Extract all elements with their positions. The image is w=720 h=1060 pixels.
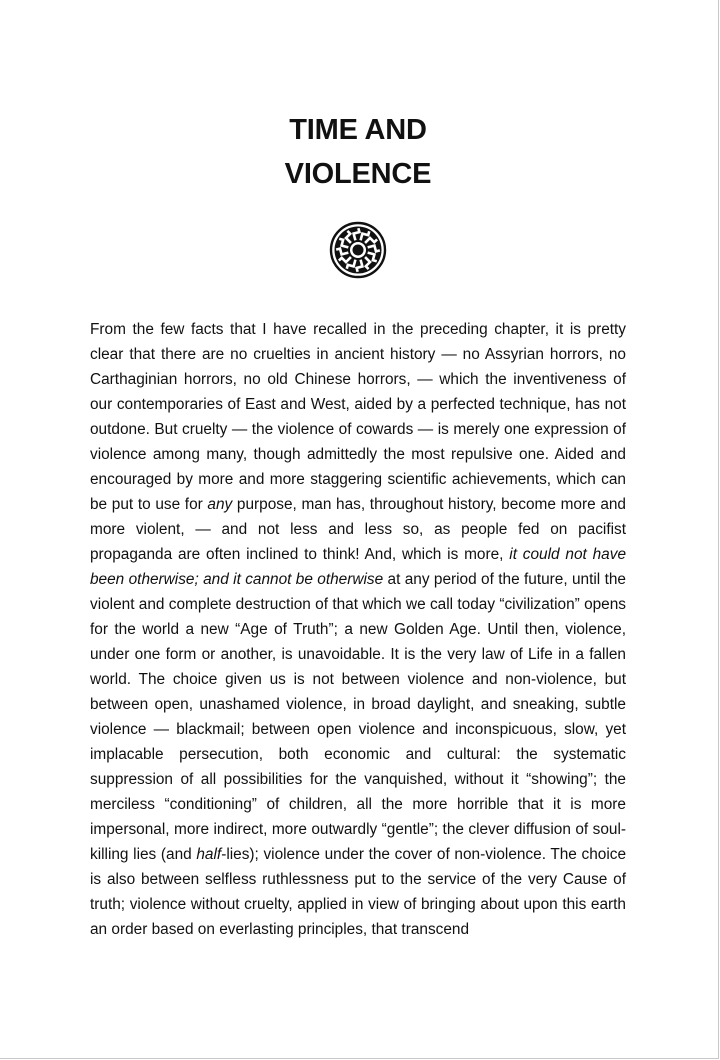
text-run: at any period of the future, until the violent and complete destruction of that which we call today “civilization” opens for the world a new “Age of Truth”; a new Golden Age. Until then, violence, under one form or another, is unavoidable. It is the very law of Life in a fallen world. The choice given us is not between violence and non-violence, but between open, unashamed violence, in broad daylight, and sneaking, subtle violence — blackmail; between open violence and inconspicuous, slow, yet implacable persecution, both economic and cultural: the systematic suppression of all possibilities for the vanquished, without it “showing”; the merciless “conditioning” of children, all the more horrible that it is more impersonal, more indirect, more outwardly “gentle”; the clever diffusion of soul-killing lies (and bbox=[90, 571, 626, 863]
black-sun-icon bbox=[328, 220, 388, 280]
italic-run: any bbox=[207, 496, 233, 513]
text-run: -lies); violence under the cover of non-violence. The choice is also between selfless ruthlessness put to the service of the very Cause of truth; violence without cruelty, applied in view of bringing about upon this earth an order based on everlasting principles, that transcend bbox=[90, 846, 627, 938]
chapter-title bbox=[0, 108, 716, 196]
body-paragraph bbox=[90, 317, 626, 942]
chapter-title-line-2: VIOLENCE bbox=[284, 158, 432, 190]
emblem-center bbox=[353, 245, 364, 256]
black-sun-emblem bbox=[328, 220, 388, 280]
italic-run: half bbox=[196, 846, 222, 863]
chapter-title-line-1: TIME AND bbox=[289, 114, 427, 146]
italic-run: it could not have been otherwise; and it cannot be otherwise bbox=[90, 546, 627, 588]
text-run: From the few facts that I have recalled in the preceding chapter, it is pretty clear that there are no cruelties in ancient history — no Assyrian horrors, no Carthaginian horrors, no old Chinese horrors, — which the inventiveness of our contemporaries of East and West, aided by a perfected technique, has not outdone. But cruelty — the violence of cowards — is merely one expression of violence among many, though admittedly the most repulsive one. Aided and encouraged by more and more staggering scientific achievements, which can be put to use for bbox=[90, 321, 626, 513]
chapter-body bbox=[90, 317, 626, 942]
text-run: purpose, man has, throughout history, become more and more violent, — and not less and less so, as people fed on pacifist propaganda are often inclined to think! And, which is more, bbox=[90, 496, 626, 563]
